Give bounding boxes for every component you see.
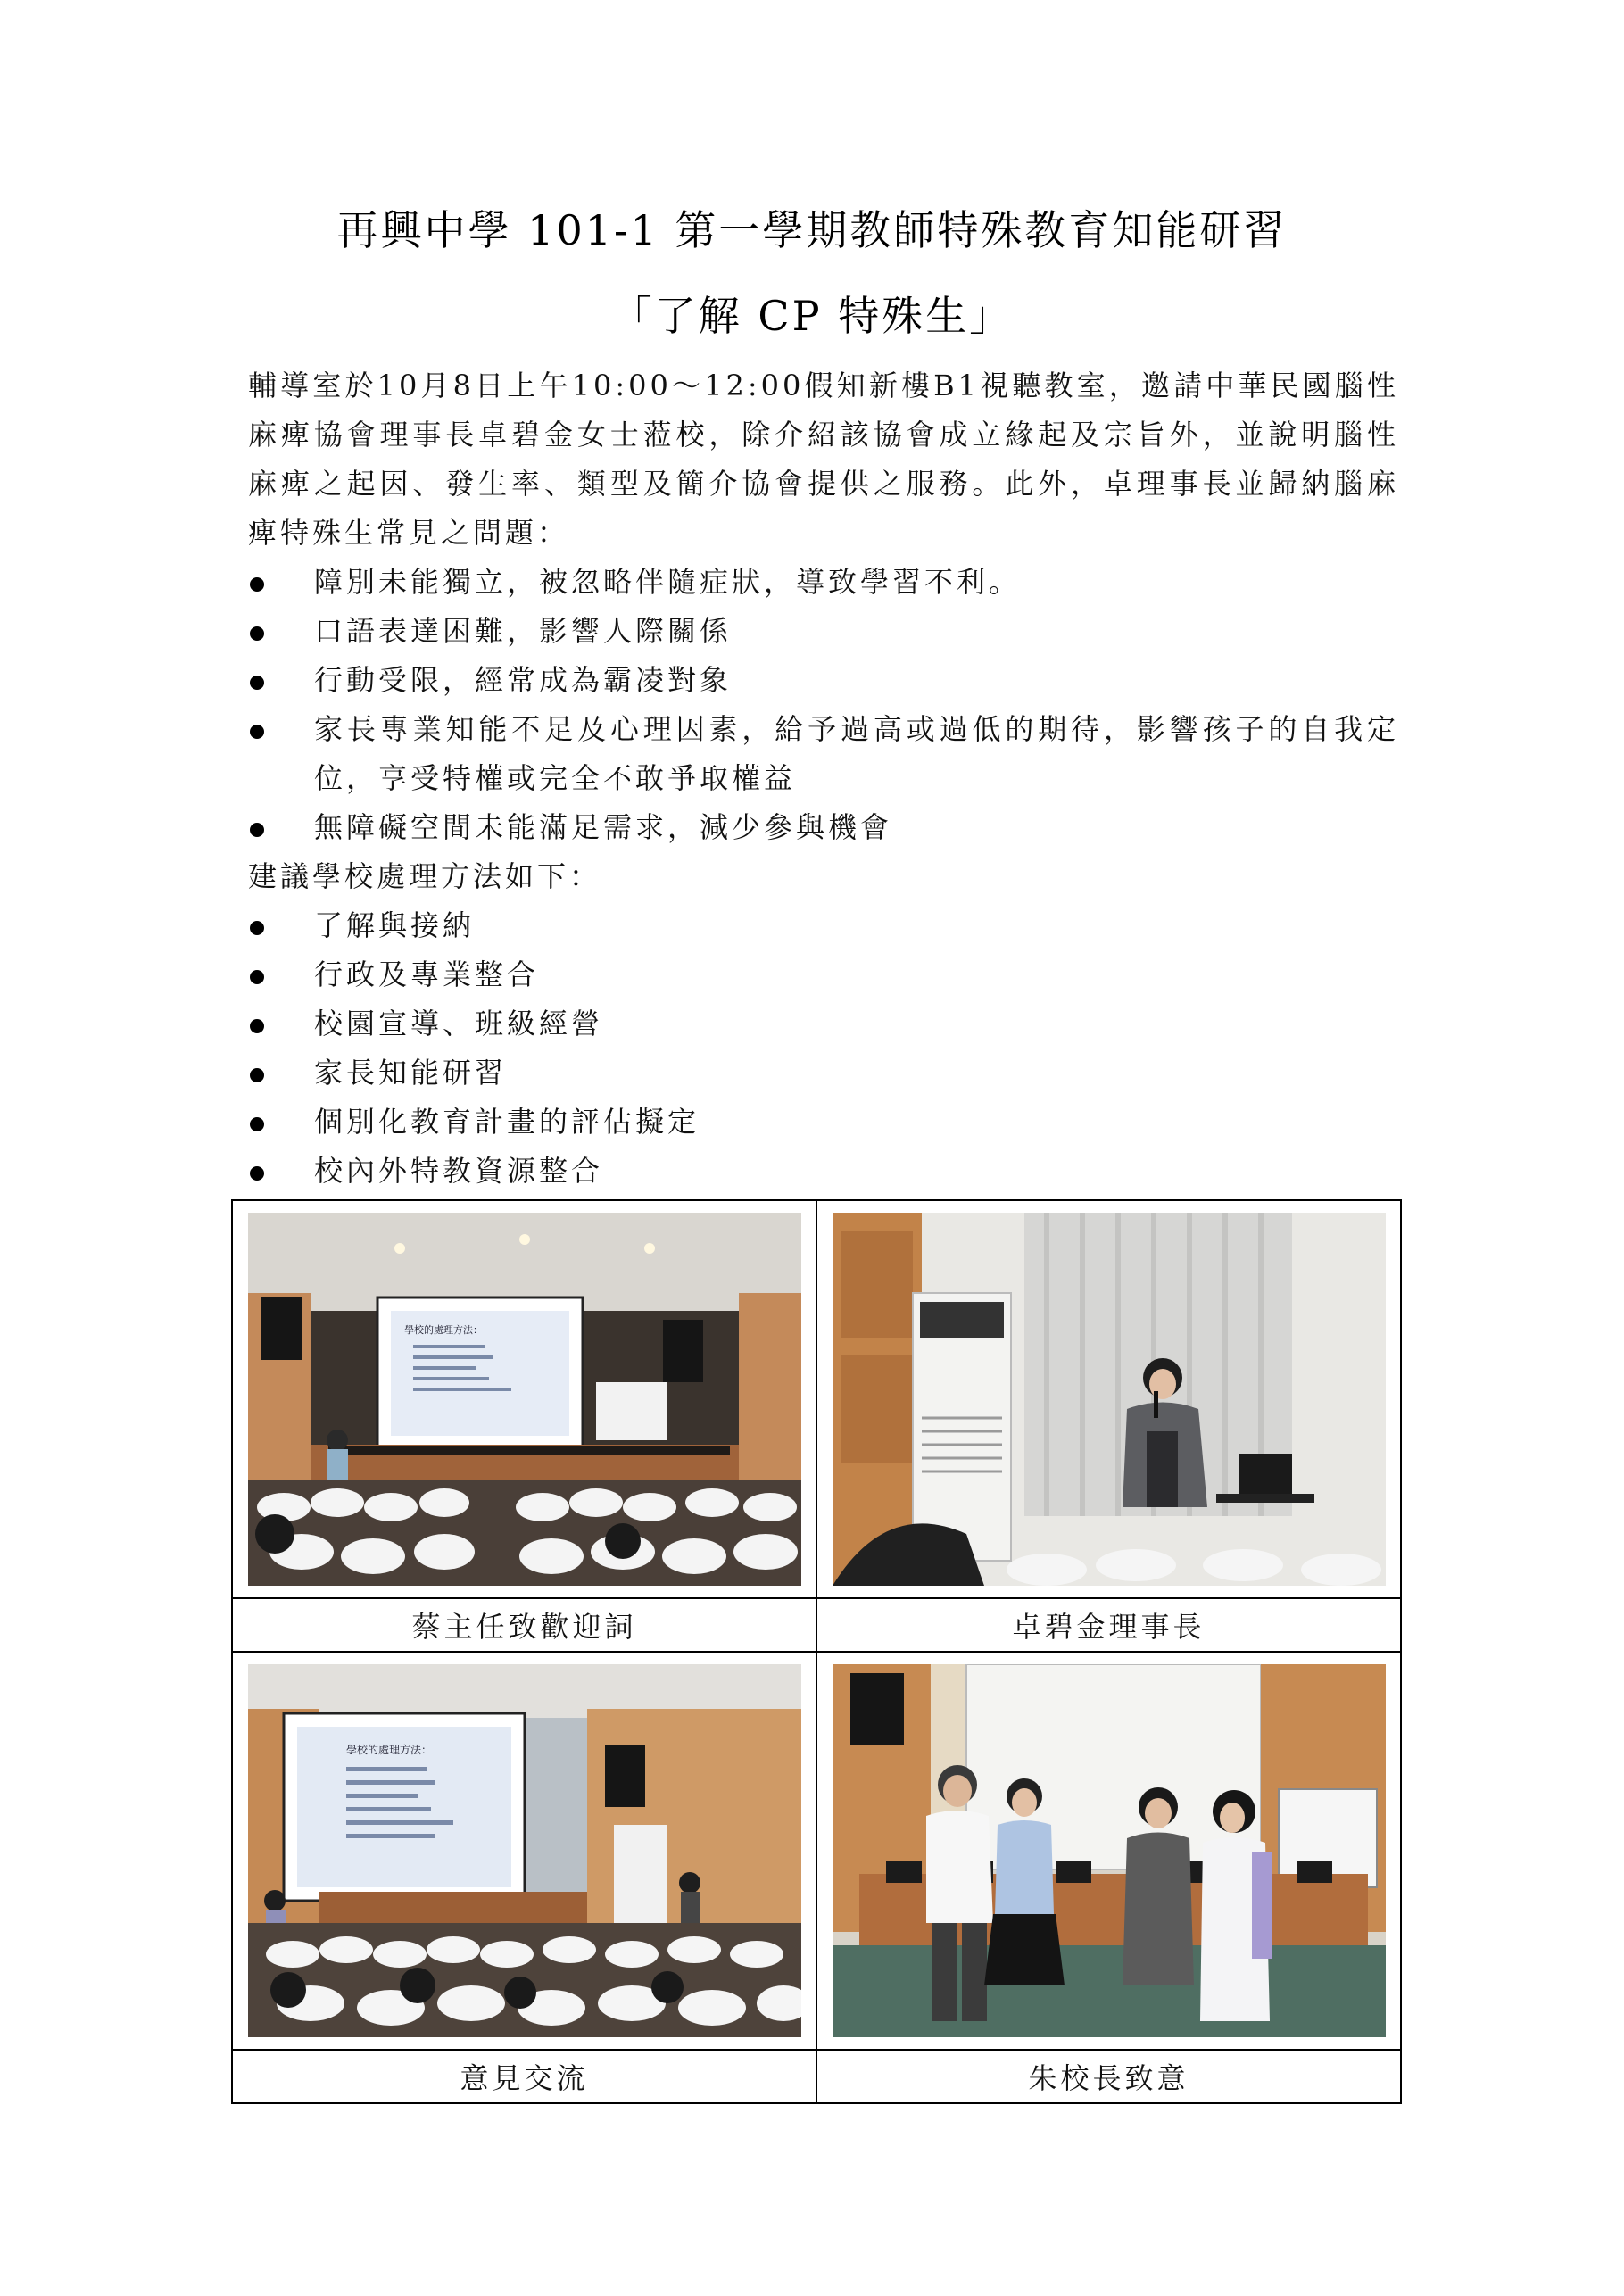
bullet-icon: [250, 1117, 264, 1131]
bullet-icon: [250, 626, 264, 641]
photo-cell: [816, 1200, 1401, 1598]
photo-caption: 朱校長致意: [816, 2050, 1401, 2103]
photo-cell: [232, 1200, 816, 1598]
bullet-icon: [250, 970, 264, 984]
list-item: 口語表達困難，影響人際關係: [248, 607, 1399, 656]
photo-caption: 卓碧金理事長: [816, 1598, 1401, 1652]
list-item: 了解與接納: [248, 901, 1399, 950]
list-item: 個別化教育計畫的評估擬定: [248, 1098, 1399, 1147]
suggestion-list: [248, 901, 1399, 1196]
list-item: 障別未能獨立，被忽略伴隨症狀，導致學習不利。: [248, 558, 1399, 607]
suggestion-heading: 建議學校處理方法如下：: [248, 859, 602, 893]
intro-paragraph: 輔導室於10月8日上午10:00～12:00假知新樓B1視聽教室，邀請中華民國腦性麻痺協會理事長卓碧金女士蒞校，除介紹該協會成立緣起及宗旨外，並說明腦性麻痺之起因、發生率、類型及簡介協會提供之服務。此外，卓理事長並歸納腦麻痺特殊生常見之問題：: [248, 369, 1399, 550]
document-subtitle: 「了解 CP 特殊生」: [610, 292, 1014, 340]
slide-title: 學校的處理方法：: [403, 1324, 483, 1336]
photo-cell: [232, 1652, 816, 2050]
list-item: 校內外特教資源整合: [248, 1147, 1399, 1196]
bullet-icon: [250, 725, 264, 739]
photo-chairwoman: [833, 1213, 1386, 1586]
bullet-icon: [250, 1019, 264, 1033]
document-title: 再興中學 101-1 第一學期教師特殊教育知能研習: [336, 206, 1288, 254]
list-item: 家長知能研習: [248, 1049, 1399, 1098]
list-item: 校園宣導、班級經營: [248, 999, 1399, 1049]
photo-table: [231, 1199, 1402, 2104]
slide-title: 學校的處理方法：: [345, 1744, 432, 1756]
photo-caption: 意見交流: [232, 2050, 816, 2103]
body-text: [248, 361, 1399, 1196]
list-item: 行動受限，經常成為霸凌對象: [248, 656, 1399, 705]
bullet-icon: [250, 1068, 264, 1082]
photo-cell: [816, 1652, 1401, 2050]
problem-list: [248, 558, 1399, 852]
list-item: 家長專業知能不足及心理因素，給予過高或過低的期待，影響孩子的自我定位，享受特權或完全不敢爭取權益: [248, 705, 1399, 803]
bullet-icon: [250, 676, 264, 690]
bullet-icon: [250, 823, 264, 837]
list-item: 行政及專業整合: [248, 950, 1399, 999]
photo-caption: 蔡主任致歡迎詞: [232, 1598, 816, 1652]
photo-principal: [833, 1664, 1386, 2037]
photo-discussion: [248, 1664, 801, 2037]
photo-welcome-speech: [248, 1213, 801, 1586]
bullet-icon: [250, 577, 264, 592]
bullet-icon: [250, 921, 264, 935]
list-item: 無障礙空間未能滿足需求，減少參與機會: [248, 803, 1399, 852]
bullet-icon: [250, 1166, 264, 1181]
